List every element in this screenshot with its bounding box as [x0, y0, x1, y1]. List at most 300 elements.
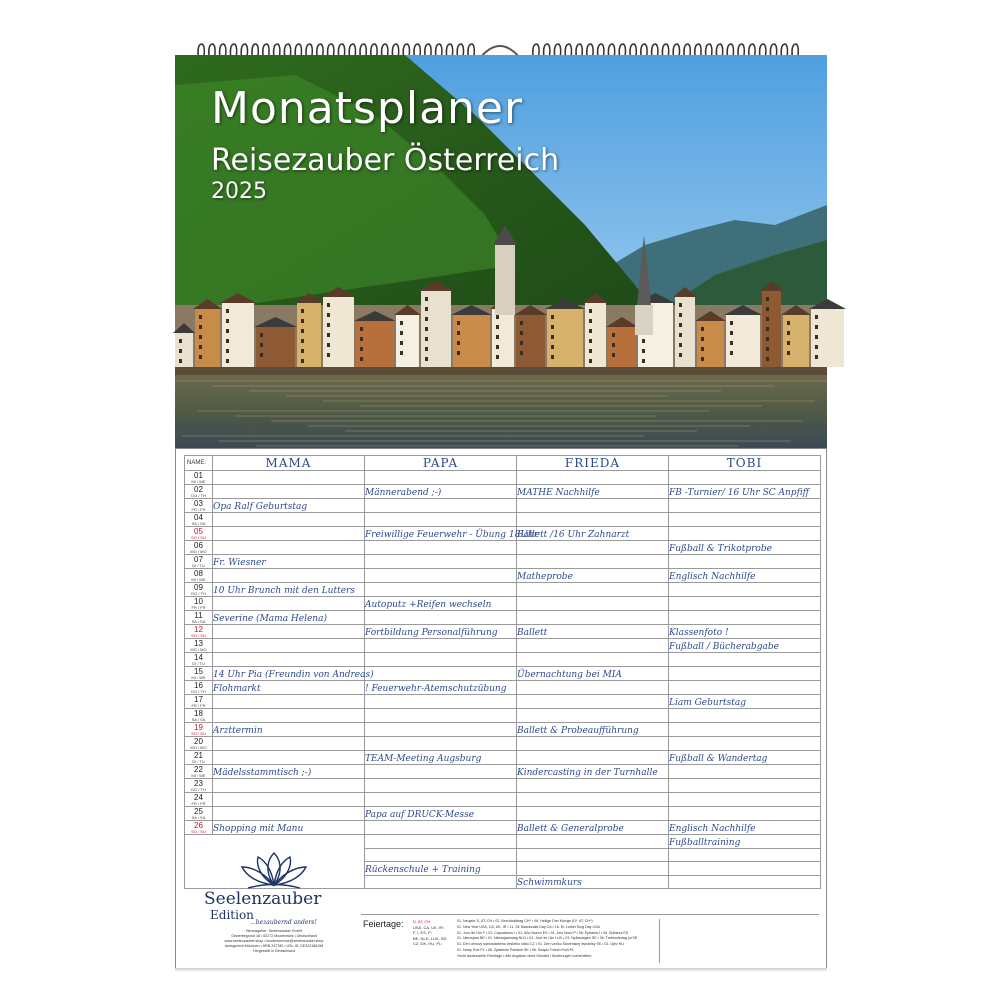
entry-cell-mama[interactable] [213, 737, 365, 751]
entry-cell-mama[interactable]: Fr. Wiesner [213, 555, 365, 569]
entry-cell-tobi[interactable] [669, 583, 821, 597]
entry-cell-mama[interactable] [213, 625, 365, 639]
house-window [179, 349, 182, 353]
day-label [185, 765, 213, 779]
house [675, 297, 695, 367]
day-label [185, 723, 213, 737]
entry-cell-papa[interactable] [365, 569, 517, 583]
day-label [185, 681, 213, 695]
house-window [301, 349, 304, 353]
day-number: 20 [194, 737, 203, 746]
entry-cell-frieda[interactable]: Ballett [517, 625, 669, 639]
holiday-line: 01. Jour de l'An F • 01. Capodanno I • 01. Año Nuevo ES • 01. Ano Novo P • 06. Epifania I • 06. Epifanía ES [457, 930, 629, 935]
house-window [327, 303, 330, 307]
entry-cell-tobi[interactable] [669, 848, 821, 862]
entry-cell-frieda[interactable] [517, 499, 669, 513]
day-number: 15 [194, 667, 203, 676]
house-window [520, 321, 523, 325]
house-window [199, 345, 202, 349]
imprint-text [194, 929, 354, 954]
column-header-mama: MAMA [213, 456, 365, 471]
house-window [766, 317, 769, 321]
entry-cell-mama[interactable] [213, 653, 365, 667]
weekday-name: SA / SA [191, 717, 206, 722]
entry-cell-papa[interactable] [365, 765, 517, 779]
house-window [400, 341, 403, 345]
entry-cell-papa[interactable]: ! Feuerwehr-Atemschutzübung [365, 681, 517, 695]
house-window [679, 313, 682, 317]
weekday-name: DO / TH [191, 689, 206, 694]
house-window [301, 309, 304, 313]
house-window [226, 349, 229, 353]
house-window [787, 321, 790, 325]
house-window [766, 347, 769, 351]
house-window [360, 337, 363, 341]
holidays-label: Feiertage: [363, 919, 404, 929]
entry-cell-papa[interactable]: Freiwillige Feuerwehr - Übung 18Uhr [365, 527, 517, 541]
house-window [787, 341, 790, 345]
entry-cell-papa[interactable] [365, 709, 517, 723]
entry-cell-tobi[interactable] [669, 807, 821, 821]
day-row [185, 765, 821, 779]
cover-year: 2025 [211, 179, 267, 204]
weekday-name: FR / FR [191, 605, 206, 610]
house-window [551, 325, 554, 329]
logo-name: Seelenzauber [204, 889, 322, 909]
day-number: 03 [194, 499, 203, 508]
house-window [589, 339, 592, 343]
entry-cell-tobi[interactable] [669, 862, 821, 876]
house-window [642, 339, 645, 343]
day-number: 12 [194, 625, 203, 634]
day-number: 05 [194, 527, 203, 536]
entry-cell-tobi[interactable] [669, 793, 821, 807]
entry-cell-papa[interactable] [365, 723, 517, 737]
day-number: 18 [194, 709, 203, 718]
entry-cell-mama[interactable]: Arzttermin [213, 723, 365, 737]
day-label [185, 639, 213, 653]
house-window [425, 337, 428, 341]
house-window [730, 331, 733, 335]
entry-cell-papa[interactable]: Fortbildung Personalführung [365, 625, 517, 639]
day-label [185, 751, 213, 765]
house-window [327, 343, 330, 347]
entry-cell-papa[interactable] [365, 848, 517, 862]
header-row [185, 456, 821, 471]
day-row [185, 471, 821, 485]
day-row [185, 513, 821, 527]
house-window [551, 315, 554, 319]
entry-cell-tobi[interactable] [669, 765, 821, 779]
house-window [360, 327, 363, 331]
day-number: 07 [194, 555, 203, 564]
house-window [551, 355, 554, 359]
house-window [679, 303, 682, 307]
day-number: 14 [194, 653, 203, 662]
entry-cell-mama[interactable] [213, 807, 365, 821]
day-number: 25 [194, 807, 203, 816]
entry-cell-mama[interactable] [213, 751, 365, 765]
weekday-name: SA / SA [191, 815, 206, 820]
entry-cell-papa[interactable] [365, 667, 517, 681]
column-header-tobi: TOBI [669, 456, 821, 471]
house-window [496, 345, 499, 349]
entry-cell-tobi[interactable] [669, 653, 821, 667]
entry-cell-tobi[interactable]: Liam Geburtstag [669, 695, 821, 709]
weekday-name: DO / TH [191, 591, 206, 596]
entry-cell-frieda[interactable] [517, 541, 669, 555]
house-window [199, 335, 202, 339]
day-label [185, 611, 213, 625]
entry-cell-frieda[interactable] [517, 583, 669, 597]
house-window [327, 313, 330, 317]
entry-cell-papa[interactable] [365, 471, 517, 485]
house-window [199, 355, 202, 359]
house-window [425, 357, 428, 361]
holiday-state: BE, NLD, LUX, SE: [413, 935, 448, 941]
weekday-name: MI / WE [191, 479, 206, 484]
house [783, 315, 809, 367]
day-label [185, 695, 213, 709]
house [762, 291, 781, 367]
entry-cell-papa[interactable] [365, 541, 517, 555]
day-number: 19 [194, 723, 203, 732]
day-label [185, 779, 213, 793]
entry-cell-frieda[interactable] [517, 513, 669, 527]
weekday-name: DI / TU [192, 563, 205, 568]
house-window [679, 343, 682, 347]
entry-cell-papa[interactable] [365, 555, 517, 569]
entry-cell-mama[interactable] [213, 541, 365, 555]
entry-cell-frieda[interactable] [517, 709, 669, 723]
lotus-icon [234, 851, 314, 891]
publisher-logo-block [184, 849, 362, 965]
entry-cell-papa[interactable] [365, 737, 517, 751]
entry-cell-tobi[interactable]: Fußball / Bücherabgabe [669, 639, 821, 653]
weekday-name: MO / MO [190, 647, 207, 652]
house-window [425, 297, 428, 301]
house-window [496, 325, 499, 329]
entry-cell-mama[interactable] [213, 569, 365, 583]
entry-cell-papa[interactable] [365, 793, 517, 807]
entry-cell-tobi[interactable] [669, 555, 821, 569]
entry-cell-papa[interactable]: Autoputz +Reifen wechseln [365, 597, 517, 611]
weekday-name: DO / TH [191, 493, 206, 498]
house-window [360, 357, 363, 361]
entry-cell-frieda[interactable] [517, 471, 669, 485]
entry-cell-tobi[interactable] [669, 681, 821, 695]
house-window [730, 351, 733, 355]
entry-cell-frieda[interactable] [517, 611, 669, 625]
house-window [226, 339, 229, 343]
house-window [400, 331, 403, 335]
extra-row [185, 835, 821, 849]
entry-cell-papa[interactable]: Rückenschule + Training [365, 862, 517, 876]
entry-cell-tobi[interactable] [669, 779, 821, 793]
entry-cell-tobi[interactable] [669, 667, 821, 681]
logo-edition: Edition [210, 908, 254, 922]
house-window [425, 307, 428, 311]
entry-cell-frieda[interactable]: MATHE Nachhilfe [517, 485, 669, 499]
day-row [185, 499, 821, 513]
entry-cell-mama[interactable] [213, 597, 365, 611]
house-window [589, 349, 592, 353]
entry-cell-mama[interactable] [213, 695, 365, 709]
entry-cell-frieda[interactable] [517, 779, 669, 793]
entry-cell-frieda[interactable] [517, 555, 669, 569]
entry-cell-frieda[interactable]: Kindercasting in der Turnhalle [517, 765, 669, 779]
entry-cell-tobi[interactable] [669, 723, 821, 737]
holiday-line: 01. Neujahr D, AT, CH • 02. Berchtoldstag CH* • 06. Heilige Drei Könige (D*, AT, CH*) [457, 919, 593, 923]
day-label [185, 737, 213, 751]
logo-slogan: ...bezaubernd anders! [250, 919, 317, 926]
entry-cell-frieda[interactable] [517, 737, 669, 751]
entry-cell-frieda[interactable]: Matheprobe [517, 569, 669, 583]
house-window [425, 347, 428, 351]
day-number: 26 [194, 821, 203, 830]
house-window [457, 331, 460, 335]
entry-cell-tobi[interactable]: Englisch Nachhilfe [669, 569, 821, 583]
house-window [612, 343, 615, 347]
entry-cell-frieda[interactable] [517, 653, 669, 667]
entry-cell-papa[interactable]: Papa auf DRUCK-Messe [365, 807, 517, 821]
house-window [589, 309, 592, 313]
entry-cell-papa[interactable] [365, 611, 517, 625]
entry-cell-tobi[interactable]: Klassenfoto ! [669, 625, 821, 639]
day-row [185, 569, 821, 583]
entry-cell-papa[interactable] [365, 779, 517, 793]
entry-cell-frieda[interactable] [517, 862, 669, 876]
house [195, 309, 220, 367]
entry-cell-tobi[interactable]: Fußball & Trikotprobe [669, 541, 821, 555]
entry-cell-mama[interactable] [213, 779, 365, 793]
entry-cell-mama[interactable]: Opa Ralf Geburtstag [213, 499, 365, 513]
day-number: 17 [194, 695, 203, 704]
entry-cell-frieda[interactable]: Ballett & Generalprobe [517, 821, 669, 835]
house-window [457, 351, 460, 355]
entry-cell-mama[interactable]: Mädelsstammtisch ;-) [213, 765, 365, 779]
entry-cell-frieda[interactable]: Übernachtung bei MIA [517, 667, 669, 681]
weekday-name: SO / SU [191, 535, 206, 540]
day-number: 16 [194, 681, 203, 690]
weekday-name: DI / TU [192, 759, 205, 764]
house-window [787, 331, 790, 335]
entry-cell-mama[interactable] [213, 793, 365, 807]
house-window [425, 317, 428, 321]
day-label [185, 499, 213, 513]
day-row [185, 555, 821, 569]
entry-cell-mama[interactable]: Shopping mit Manu [213, 821, 365, 835]
day-row [185, 681, 821, 695]
entry-cell-tobi[interactable] [669, 709, 821, 723]
entry-cell-papa[interactable] [365, 499, 517, 513]
house-window [520, 341, 523, 345]
house-window [179, 359, 182, 363]
house-window [327, 323, 330, 327]
weekday-name: FR / FR [191, 507, 206, 512]
day-row [185, 583, 821, 597]
house-window [551, 345, 554, 349]
entry-cell-tobi[interactable] [669, 499, 821, 513]
house-window [766, 297, 769, 301]
weekday-name: MI / WE [191, 773, 206, 778]
entry-cell-frieda[interactable] [517, 848, 669, 862]
house-window [360, 347, 363, 351]
day-number: 06 [194, 541, 203, 550]
column-header-papa: PAPA [365, 456, 517, 471]
house-window [766, 337, 769, 341]
house-window [226, 309, 229, 313]
day-label [185, 513, 213, 527]
day-row [185, 751, 821, 765]
entry-cell-mama[interactable]: Severine (Mama Helena) [213, 611, 365, 625]
entry-cell-frieda[interactable] [517, 751, 669, 765]
day-number: 22 [194, 765, 203, 774]
weekday-name: DO / TH [191, 787, 206, 792]
entry-cell-mama[interactable]: Flohmarkt [213, 681, 365, 695]
weekday-name: MI / WE [191, 577, 206, 582]
house-window [400, 321, 403, 325]
house-window [730, 321, 733, 325]
weekday-name: FR / FR [191, 703, 206, 708]
entry-cell-frieda[interactable] [517, 807, 669, 821]
entry-cell-frieda[interactable]: Ballett & Probeaufführung [517, 723, 669, 737]
holiday-state: USA, CA, UK, IR: [413, 924, 445, 930]
entry-cell-papa[interactable] [365, 583, 517, 597]
entry-cell-tobi[interactable] [669, 471, 821, 485]
cover-subtitle: Reisezauber Österreich [211, 143, 560, 178]
entry-cell-papa[interactable]: Männerabend ;-) [365, 485, 517, 499]
house-window [301, 339, 304, 343]
entry-cell-papa[interactable] [365, 821, 517, 835]
holiday-state: CZ, DK, HU, PL: [413, 941, 443, 946]
entry-cell-papa[interactable] [365, 653, 517, 667]
day-row [185, 527, 821, 541]
entry-cell-mama[interactable] [213, 709, 365, 723]
entry-cell-frieda[interactable] [517, 835, 669, 849]
entry-cell-tobi[interactable] [669, 611, 821, 625]
entry-cell-tobi[interactable]: Fußball & Wandertag [669, 751, 821, 765]
house-window [327, 333, 330, 337]
entry-cell-papa[interactable] [365, 835, 517, 849]
day-label [185, 709, 213, 723]
day-label [185, 471, 213, 485]
entry-cell-tobi[interactable]: FB -Turnier/ 16 Uhr SC Anpfiff [669, 485, 821, 499]
day-row [185, 667, 821, 681]
house-window [815, 335, 818, 339]
holiday-state: D, AT, CH [413, 919, 431, 924]
entry-cell-frieda[interactable]: Schwimmkurs [517, 875, 669, 889]
cover-title: Monatsplaner [211, 83, 524, 134]
house-window [701, 347, 704, 351]
entry-cell-frieda[interactable] [517, 695, 669, 709]
house-window [612, 353, 615, 357]
entry-cell-frieda[interactable] [517, 639, 669, 653]
house-window [226, 329, 229, 333]
house-window [400, 351, 403, 355]
day-label [185, 485, 213, 499]
day-label [185, 793, 213, 807]
entry-cell-tobi[interactable] [669, 597, 821, 611]
house [297, 303, 321, 367]
entry-cell-mama[interactable] [213, 485, 365, 499]
entry-cell-frieda[interactable]: Ballett /16 Uhr Zahnarzt [517, 527, 669, 541]
house-window [589, 329, 592, 333]
day-label [185, 555, 213, 569]
house-window [679, 353, 682, 357]
entry-cell-tobi[interactable] [669, 737, 821, 751]
entry-cell-mama[interactable]: 14 Uhr Pia (Freundin von Andreas) [213, 667, 365, 681]
day-label [185, 583, 213, 597]
entry-cell-mama[interactable] [213, 471, 365, 485]
entry-cell-mama[interactable]: 10 Uhr Brunch mit den Lutters [213, 583, 365, 597]
house-window [642, 359, 645, 363]
house-window [496, 355, 499, 359]
entry-cell-frieda[interactable] [517, 597, 669, 611]
day-label [185, 625, 213, 639]
day-row [185, 821, 821, 835]
house-window [260, 333, 263, 337]
entry-cell-tobi[interactable]: Englisch Nachhilfe [669, 821, 821, 835]
house-window [815, 315, 818, 319]
holiday-state: F, I, ES, P: [413, 930, 432, 935]
day-label [185, 807, 213, 821]
calendar-shadow [175, 968, 827, 972]
house [585, 303, 606, 367]
house-window [766, 327, 769, 331]
holiday-line: *nicht landesweite Feiertage • Alle Angaben ohne Gewähr / Änderungen vorbehalten [457, 953, 592, 958]
entry-cell-tobi[interactable] [669, 875, 821, 889]
day-label [185, 821, 213, 835]
day-row [185, 793, 821, 807]
day-label [185, 667, 213, 681]
entry-cell-papa[interactable] [365, 695, 517, 709]
day-label [185, 541, 213, 555]
day-number: 04 [194, 513, 203, 522]
house-window [327, 353, 330, 357]
entry-cell-papa[interactable] [365, 513, 517, 527]
entry-cell-mama[interactable] [213, 527, 365, 541]
imprint-line: Amtsgericht München • HRB 247780 • USt.-ID: DE322166158 [224, 944, 324, 948]
house-window [679, 323, 682, 327]
day-number: 08 [194, 569, 203, 578]
weekday-name: DI / TU [192, 661, 205, 666]
entry-cell-tobi[interactable]: Fußballtraining [669, 835, 821, 849]
entry-cell-tobi[interactable] [669, 527, 821, 541]
house-window [520, 331, 523, 335]
weekday-name: MI / WE [191, 675, 206, 680]
house-window [730, 341, 733, 345]
day-number: 09 [194, 583, 203, 592]
house [396, 315, 419, 367]
cover-photo [175, 55, 827, 448]
entry-cell-papa[interactable] [365, 875, 517, 889]
entry-cell-frieda[interactable] [517, 681, 669, 695]
entry-cell-tobi[interactable] [669, 513, 821, 527]
holiday-line: 01. Nieuwjaar BE • 01. Nieuwjaarsdag NLD • 01. Jour de l'An LUX • 01. Nyårsdagen SE • 06. Trettondedag jul SE [457, 936, 638, 941]
entry-cell-papa[interactable]: TEAM-Meeting Augsburg [365, 751, 517, 765]
day-number: 21 [194, 751, 203, 760]
weekday-name: SO / SU [191, 731, 206, 736]
entry-cell-papa[interactable] [365, 639, 517, 653]
weekday-name: SO / SU [191, 633, 206, 638]
entry-cell-frieda[interactable] [517, 793, 669, 807]
house-window [520, 351, 523, 355]
day-row [185, 611, 821, 625]
entry-cell-mama[interactable] [213, 513, 365, 527]
entry-cell-mama[interactable] [213, 639, 365, 653]
imprint-line: Gewerbegrund 18 • 82272 Moorenweis • Deutschland [231, 934, 317, 938]
